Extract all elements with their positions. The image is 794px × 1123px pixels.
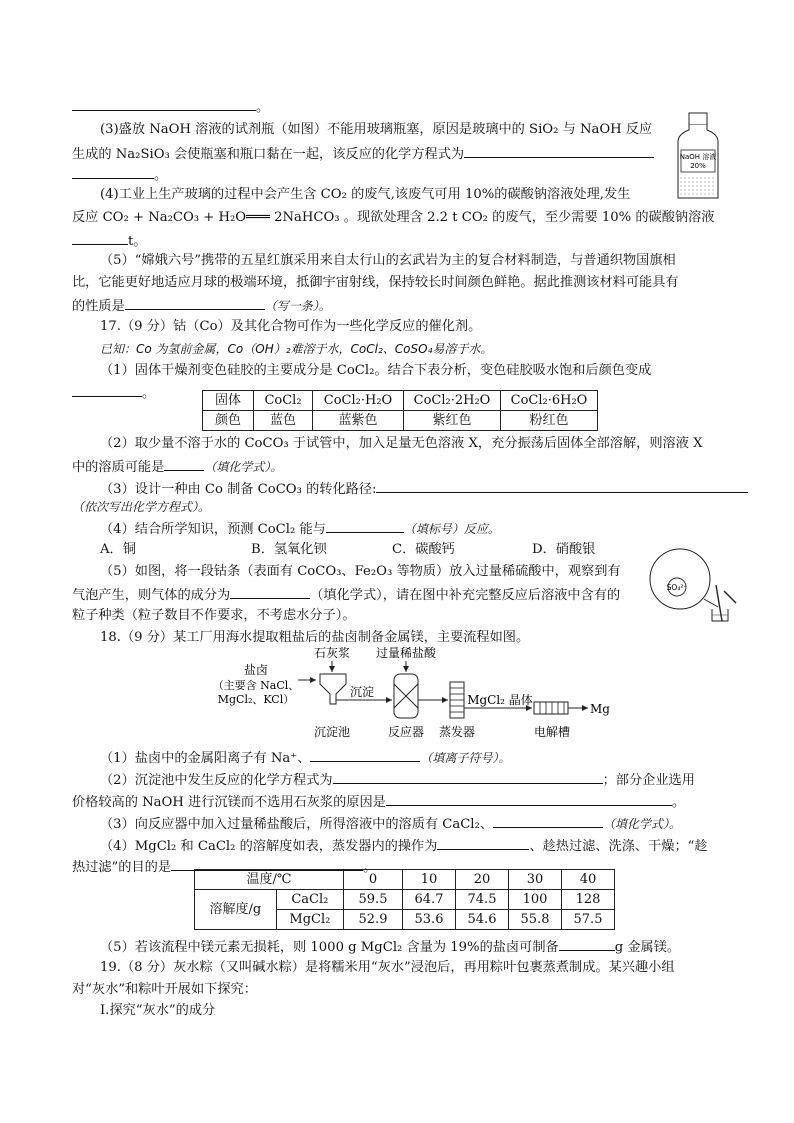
lime-label: 石灰浆 (313, 646, 351, 660)
acid-label: 过量稀盐酸 (375, 646, 437, 660)
precipitate-label: 沉淀 (349, 685, 375, 699)
answer-line-q2: 。 (72, 96, 269, 118)
question-19-part-1: Ⅰ.探究“灰水”的成分 (100, 1003, 216, 1018)
table-cell: 溶解度/g (195, 890, 277, 930)
mg-label: Mg (590, 702, 610, 716)
question-19-line-1: 19.（8 分）灰水粽（又叫碱水粽）是将糯米用“灰水”浸泡后，再用粽叶包裹蒸煮制成。某兴趣小组 (100, 960, 675, 975)
question-4-line-2: 反应 CO₂ + Na₂CO₃ + H₂O═══ 2NaHCO₃ 。现欲处理含 2.2 t CO₂ 的废气，至少需要 10% 的碳酸钠溶液 (72, 210, 715, 225)
question-18-title: 18.（9 分）某工厂用海水提取粗盐后的盐卤制备金属镁，主要流程如图。 (100, 630, 530, 645)
question-19-line-2: 对“灰水”和粽叶开展如下探究： (72, 982, 257, 997)
table-cell: 蓝色 (254, 411, 313, 431)
settling-tank-label: 沉淀池 (313, 725, 351, 739)
naoh-bottle-figure (672, 112, 724, 202)
table-cell: 55.8 (509, 910, 562, 930)
ion-diagram-figure (644, 545, 744, 627)
option-a: A．铜 (100, 542, 136, 557)
table-cell: CaCl₂ (276, 890, 343, 910)
question-17-5-line-2: 气泡产生，则气体的成分为 （填化学式），请在图中补充完整反应后溶液中含有的 (72, 584, 620, 606)
table-cell: 0 (344, 870, 403, 890)
question-17-5-line-3: 粒子种类（粒子数目不作要求，不考虑水分子）。 (72, 608, 356, 623)
question-17-known: 已知：Co 为氢前金属，Co（OH）₂难溶于水，CoCl₂、CoSO₄易溶于水。 (100, 342, 493, 356)
reactor-label: 反应器 (387, 725, 425, 739)
table-cell: 59.5 (344, 890, 403, 910)
question-5-line-2: 比，它能更好地适应月球的极端环境，抵御宇宙射线，保持较长时间颜色鲜艳。据此推测该材料可能具有 (72, 275, 679, 290)
question-17-2-line-2: 中的溶质可能是 （填化学式）。 (72, 456, 282, 478)
question-5-line-3: 的性质是 （写一条）。 (72, 295, 331, 317)
table-cell: 52.9 (344, 910, 403, 930)
question-17-5-line-1: （5）如图，将一段钴条（表面有 CoCO₃、Fe₂O₃ 等物质）放入过量稀硫酸中，观察到有 (100, 564, 621, 579)
cocl2-color-table (202, 390, 598, 431)
question-17-3-line-2: （依次写出化学方程式）。 (72, 500, 211, 514)
table-cell: 紫红色 (404, 411, 501, 431)
question-18-2-line-2: 价格较高的 NaOH 进行沉镁而不选用石灰浆的原因是 。 (72, 791, 685, 813)
table-cell: 30 (509, 870, 562, 890)
table-cell: CoCl₂ (254, 391, 313, 411)
brine-sub-label-2: MgCl₂、KCl） (217, 693, 295, 706)
question-17-1-line-2: 。 (72, 382, 155, 404)
table-cell: 10 (403, 870, 456, 890)
table-cell: 54.6 (456, 910, 509, 930)
question-3-line-2: 生成的 Na₂SiO₃ 会使瓶塞和瓶口黏在一起，该反应的化学方程式为 (72, 143, 654, 165)
question-18-2-line-1: （2）沉淀池中发生反应的化学方程式为 ；部分企业选用 (100, 769, 695, 791)
bottle-label: NaOH 溶液 (679, 153, 717, 161)
table-cell: CoCl₂·6H₂O (501, 391, 598, 411)
table-cell: MgCl₂ (276, 910, 343, 930)
process-flow-diagram (212, 644, 612, 740)
table-cell: 固体 (203, 391, 254, 411)
option-c: C．碳酸钙 (392, 542, 455, 557)
question-5-line-1: （5）“嫦娥六号”携带的五星红旗采用来自太行山的玄武岩为主的复合材料制造，与普通织物国旗相 (100, 253, 676, 268)
question-4-line-3: t。 (72, 230, 147, 252)
question-17-title: 17.（9 分）钴（Co）及其化合物可作为一些化学反应的催化剂。 (100, 319, 482, 334)
table-cell: CoCl₂·2H₂O (404, 391, 501, 411)
question-18-5: （5）若该流程中镁元素无损耗，则 1000 g MgCl₂ 含量为 19%的盐卤可制备 g 金属镁。 (100, 936, 680, 958)
brine-label: 盐卤 (243, 663, 269, 677)
table-cell: 100 (509, 890, 562, 910)
option-d: D．硝酸银 (532, 542, 596, 557)
question-17-4: （4）结合所学知识，预测 CoCl₂ 能与 （填标号）反应。 (100, 518, 500, 540)
question-3-line-1: (3)盛放 NaOH 溶液的试剂瓶（如图）不能用玻璃瓶塞，原因是玻璃中的 SiO₂ 与 NaOH 反应 (100, 122, 653, 137)
question-17-1-line-1: （1）固体干燥剂变色硅胶的主要成分是 CoCl₂。结合下表分析，变色硅胶吸水饱和后颜色变成 (100, 363, 652, 378)
question-18-1: （1）盐卤中的金属阳离子有 Na⁺、 （填离子符号）。 (100, 747, 510, 769)
question-3-line-3: 。 (72, 164, 167, 186)
table-cell: 64.7 (403, 890, 456, 910)
crystal-label: MgCl₂ 晶体 (467, 693, 533, 707)
question-18-4-line-1: （4）MgCl₂ 和 CaCl₂ 的溶解度如表，蒸发器内的操作为 、趁热过滤、洗涤、干燥；“趁 (100, 835, 708, 857)
brine-sub-label: （主要含 NaCl、 (212, 679, 300, 692)
question-18-3: （3）向反应器中加入过量稀盐酸后，所得溶液中的溶质有 CaCl₂、 （填化学式）。 (100, 813, 681, 835)
question-4-line-1: (4)工业上生产玻璃的过程中会产生含 CO₂ 的废气,该废气可用 10%的碳酸钠溶液处理,发生 (100, 187, 631, 202)
question-18-4-line-2: 热过滤”的目的是 。 (72, 856, 376, 878)
table-cell: 74.5 (456, 890, 509, 910)
option-b: B．氢氧化钡 (251, 542, 327, 557)
table-cell: 蓝紫色 (313, 411, 404, 431)
table-cell: 颜色 (203, 411, 254, 431)
question-17-2-line-1: （2）取少量不溶于水的 CoCO₃ 于试管中，加入足量无色溶液 X，充分振荡后固体全部溶解，则溶液 X (100, 436, 703, 451)
svg-text:SO₄²⁻: SO₄²⁻ (666, 583, 688, 592)
table-cell: 53.6 (403, 910, 456, 930)
evaporator-label: 蒸发器 (438, 725, 476, 739)
table-cell: 温度/℃ (195, 870, 344, 890)
electrolysis-label: 电解槽 (533, 725, 571, 739)
table-cell: 20 (456, 870, 509, 890)
table-cell: CoCl₂·H₂O (313, 391, 404, 411)
table-cell: 57.5 (562, 910, 615, 930)
table-cell: 粉红色 (501, 411, 598, 431)
solubility-table (194, 869, 615, 930)
svg-text:20%: 20% (690, 162, 706, 170)
question-17-3-line-1: （3）设计一种由 Co 制备 CoCO₃ 的转化路径: (100, 478, 748, 500)
table-cell: 40 (562, 870, 615, 890)
table-cell: 128 (562, 890, 615, 910)
